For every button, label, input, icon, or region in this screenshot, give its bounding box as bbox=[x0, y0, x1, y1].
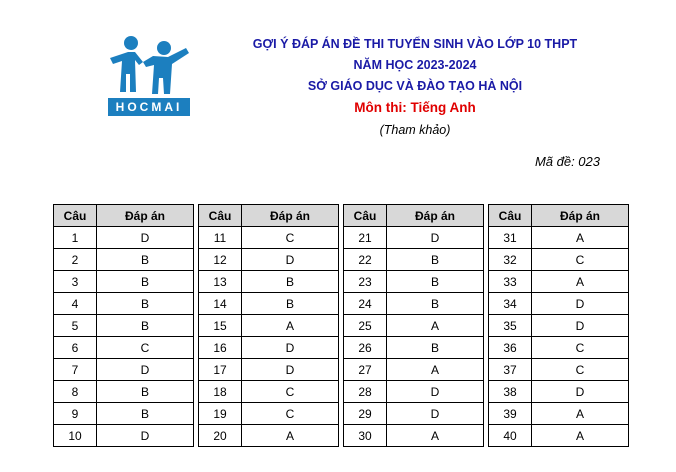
answer-value: C bbox=[532, 337, 629, 359]
question-number: 19 bbox=[199, 403, 242, 425]
question-number: 21 bbox=[344, 227, 387, 249]
table-row bbox=[489, 271, 629, 293]
question-number: 28 bbox=[344, 381, 387, 403]
col-question-header: Câu bbox=[489, 205, 532, 227]
title-line-3: SỞ GIÁO DỤC VÀ ĐÀO TẠO HÀ NỘI bbox=[307, 79, 523, 93]
table-row bbox=[344, 425, 484, 447]
table-row bbox=[344, 293, 484, 315]
table-row bbox=[489, 315, 629, 337]
question-number: 31 bbox=[489, 227, 532, 249]
answer-value: D bbox=[242, 359, 339, 381]
question-number: 24 bbox=[344, 293, 387, 315]
answer-value: D bbox=[387, 227, 484, 249]
question-number: 2 bbox=[54, 249, 97, 271]
answer-value: D bbox=[532, 315, 629, 337]
answer-value: B bbox=[97, 315, 194, 337]
table-row bbox=[489, 425, 629, 447]
answer-value: A bbox=[242, 425, 339, 447]
table-header-row bbox=[54, 205, 194, 227]
answer-value: B bbox=[387, 337, 484, 359]
table-row bbox=[489, 227, 629, 249]
table-row bbox=[199, 381, 339, 403]
table-row bbox=[344, 315, 484, 337]
table-header-row bbox=[199, 205, 339, 227]
question-number: 5 bbox=[54, 315, 97, 337]
answer-value: C bbox=[242, 227, 339, 249]
logo-text: HOCMAI bbox=[108, 98, 190, 116]
table-header-row bbox=[489, 205, 629, 227]
table-row bbox=[54, 359, 194, 381]
answer-value: C bbox=[242, 381, 339, 403]
question-number: 33 bbox=[489, 271, 532, 293]
document-header bbox=[220, 34, 610, 141]
question-number: 34 bbox=[489, 293, 532, 315]
question-number: 8 bbox=[54, 381, 97, 403]
answer-value: B bbox=[387, 271, 484, 293]
table-row bbox=[54, 249, 194, 271]
table-row bbox=[344, 403, 484, 425]
answer-value: A bbox=[387, 359, 484, 381]
table-row bbox=[54, 227, 194, 249]
answer-value: A bbox=[387, 425, 484, 447]
answer-tables bbox=[53, 204, 633, 447]
table-row bbox=[199, 403, 339, 425]
col-answer-header: Đáp án bbox=[242, 205, 339, 227]
answer-value: A bbox=[532, 271, 629, 293]
answer-value: B bbox=[97, 249, 194, 271]
table-row bbox=[199, 425, 339, 447]
answer-value: A bbox=[532, 403, 629, 425]
answer-value: A bbox=[532, 227, 629, 249]
question-number: 12 bbox=[199, 249, 242, 271]
answer-value: D bbox=[532, 381, 629, 403]
answer-value: A bbox=[242, 315, 339, 337]
answer-value: D bbox=[387, 381, 484, 403]
question-number: 30 bbox=[344, 425, 387, 447]
table-row bbox=[344, 381, 484, 403]
answer-value: B bbox=[97, 293, 194, 315]
subject-line: Môn thi: Tiếng Anh bbox=[354, 100, 476, 115]
answer-value: B bbox=[387, 293, 484, 315]
question-number: 38 bbox=[489, 381, 532, 403]
table-row bbox=[54, 271, 194, 293]
answer-value: B bbox=[97, 271, 194, 293]
answer-table bbox=[488, 204, 629, 447]
table-row bbox=[344, 227, 484, 249]
question-number: 4 bbox=[54, 293, 97, 315]
question-number: 22 bbox=[344, 249, 387, 271]
table-row bbox=[54, 337, 194, 359]
answer-value: D bbox=[242, 337, 339, 359]
answer-table bbox=[198, 204, 339, 447]
table-row bbox=[199, 359, 339, 381]
exam-code: Mã đề: 023 bbox=[534, 154, 600, 169]
answer-value: D bbox=[387, 403, 484, 425]
question-number: 40 bbox=[489, 425, 532, 447]
question-number: 16 bbox=[199, 337, 242, 359]
answer-value: B bbox=[97, 381, 194, 403]
question-number: 3 bbox=[54, 271, 97, 293]
question-number: 7 bbox=[54, 359, 97, 381]
answer-value: D bbox=[97, 359, 194, 381]
answer-value: D bbox=[532, 293, 629, 315]
answer-value: D bbox=[97, 425, 194, 447]
question-number: 39 bbox=[489, 403, 532, 425]
table-row bbox=[199, 315, 339, 337]
table-row bbox=[344, 359, 484, 381]
table-row bbox=[54, 425, 194, 447]
col-answer-header: Đáp án bbox=[532, 205, 629, 227]
people-logo-icon bbox=[108, 34, 190, 98]
col-question-header: Câu bbox=[344, 205, 387, 227]
question-number: 23 bbox=[344, 271, 387, 293]
question-number: 27 bbox=[344, 359, 387, 381]
question-number: 18 bbox=[199, 381, 242, 403]
question-number: 9 bbox=[54, 403, 97, 425]
question-number: 26 bbox=[344, 337, 387, 359]
question-number: 6 bbox=[54, 337, 97, 359]
title-line-1: GỢI Ý ĐÁP ÁN ĐỀ THI TUYỂN SINH VÀO LỚP 10 THPT bbox=[252, 37, 578, 51]
table-header-row bbox=[344, 205, 484, 227]
table-row bbox=[199, 271, 339, 293]
table-row bbox=[54, 403, 194, 425]
table-row bbox=[489, 293, 629, 315]
table-row bbox=[54, 381, 194, 403]
table-row bbox=[199, 293, 339, 315]
col-answer-header: Đáp án bbox=[387, 205, 484, 227]
table-row bbox=[54, 293, 194, 315]
table-row bbox=[344, 249, 484, 271]
question-number: 17 bbox=[199, 359, 242, 381]
table-row bbox=[344, 271, 484, 293]
answer-value: C bbox=[532, 359, 629, 381]
question-number: 11 bbox=[199, 227, 242, 249]
table-row bbox=[199, 227, 339, 249]
answer-table bbox=[53, 204, 194, 447]
question-number: 13 bbox=[199, 271, 242, 293]
question-number: 14 bbox=[199, 293, 242, 315]
answer-value: D bbox=[97, 227, 194, 249]
answer-value: C bbox=[242, 403, 339, 425]
title-line-2: NĂM HỌC 2023-2024 bbox=[353, 58, 477, 72]
col-question-header: Câu bbox=[54, 205, 97, 227]
answer-value: A bbox=[532, 425, 629, 447]
answer-value: D bbox=[242, 249, 339, 271]
hocmai-logo bbox=[108, 34, 190, 116]
col-question-header: Câu bbox=[199, 205, 242, 227]
question-number: 25 bbox=[344, 315, 387, 337]
question-number: 32 bbox=[489, 249, 532, 271]
question-number: 1 bbox=[54, 227, 97, 249]
answer-value: B bbox=[387, 249, 484, 271]
table-row bbox=[489, 337, 629, 359]
table-row bbox=[199, 249, 339, 271]
question-number: 10 bbox=[54, 425, 97, 447]
table-row bbox=[54, 315, 194, 337]
question-number: 29 bbox=[344, 403, 387, 425]
answer-value: B bbox=[242, 271, 339, 293]
question-number: 15 bbox=[199, 315, 242, 337]
question-number: 36 bbox=[489, 337, 532, 359]
col-answer-header: Đáp án bbox=[97, 205, 194, 227]
answer-value: B bbox=[242, 293, 339, 315]
answer-value: A bbox=[387, 315, 484, 337]
table-row bbox=[199, 337, 339, 359]
answer-value: B bbox=[97, 403, 194, 425]
table-row bbox=[489, 403, 629, 425]
question-number: 35 bbox=[489, 315, 532, 337]
answer-table bbox=[343, 204, 484, 447]
question-number: 20 bbox=[199, 425, 242, 447]
answer-value: C bbox=[97, 337, 194, 359]
question-number: 37 bbox=[489, 359, 532, 381]
answer-value: C bbox=[532, 249, 629, 271]
table-row bbox=[489, 359, 629, 381]
reference-note: (Tham khảo) bbox=[379, 123, 451, 137]
table-row bbox=[489, 249, 629, 271]
table-row bbox=[489, 381, 629, 403]
table-row bbox=[344, 337, 484, 359]
